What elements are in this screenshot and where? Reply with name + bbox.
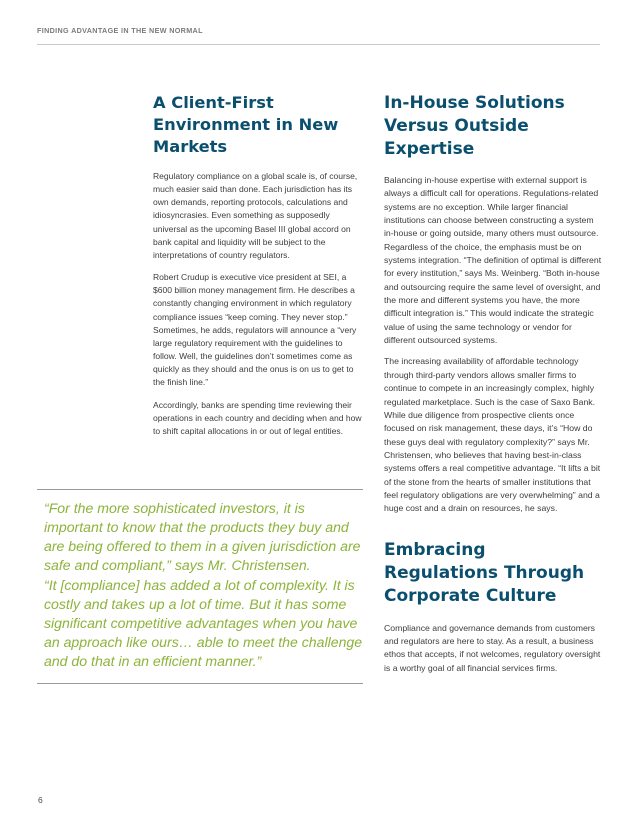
running-header: FINDING ADVANTAGE IN THE NEW NORMAL — [37, 26, 203, 35]
paragraph: Balancing in-house expertise with external support is always a difficult call for operations. Regulations-related systems are no exception. While larger financial institutions can choose between constructing a system in-house or going outside, many others must outsource. Regardless of the choice, the emphasis must be on systems integration. “The definition of optimal is different for every institution,” says Ms. Weinberg. “Both in-house and outsourcing require the same level of oversight, and the more and different systems you have, the more difficult integration is.” This would indicate the strategic value of using the same technology or vendor for different outsourced systems. — [384, 175, 602, 346]
header-divider — [37, 44, 600, 45]
page-number: 6 — [38, 795, 43, 805]
paragraph: Compliance and governance demands from customers and regulators are here to stay. As a result, a business ethos that accepts, if not welcomes, regulatory oversight is a worthy goal of all financial services firms. — [384, 622, 601, 673]
pull-quote: “For the more sophisticated investors, it is important to know that the products they buy and are being offered to them in a given jurisdiction are safe and compliant,” says Mr. Christensen. “It [compliance] has added a lot of complexity. It is costly and takes up a lot of time. But it has some significant competitive advantages when you have an approach like ours… able to meet the challenge and do that in an efficient manner.” — [44, 500, 363, 670]
pull-quote-top-rule — [37, 489, 363, 490]
section-heading-in-house-solutions: In-House Solutions Versus Outside Expertise — [384, 93, 565, 159]
section-heading-client-first: A Client-First Environment in New Markets — [153, 93, 339, 156]
pull-quote-bottom-rule — [37, 683, 363, 684]
left-text-column — [153, 92, 363, 447]
paragraph: Robert Crudup is executive vice president at SEI, a $600 billion money management firm. He describes a constantly changing environment in which regulatory compliance issues “keep coming. They never stop.” Sometimes, he adds, regulators will announce a “very large regulatory requirement with the guidelines to follow. Well, the guidelines don’t sometimes come as quickly as they should and the onus is on us to get to the finish line.” — [153, 272, 357, 388]
paragraph: Accordingly, banks are spending time reviewing their operations in each country and deciding when and how to shift capital allocations in or out of legal entities. — [153, 399, 362, 436]
section-heading-embracing-regulations: Embracing Regulations Through Corporate Culture — [384, 539, 585, 606]
paragraph: The increasing availability of affordable technology through third-party vendors allows smaller firms to continue to compete in an increasingly complex, highly regulated marketplace. Such is the case of Saxo Bank. While due diligence from prospective clients once focused on risk management, these days, it’s “How do these guys deal with regulatory complexity?” says Mr. Christensen, who believes that having best-in-class systems offers a real competitive advantage. “It lifts a bit of the stone from the hearts of smaller institutions that feel regulatory obligations are very overwhelming” and a huge cost and a drain on resources, he says. — [384, 356, 601, 514]
paragraph: Regulatory compliance on a global scale is, of course, much easier said than done. Each jurisdiction has its own demands, reporting protocols, calculations and idiosyncrasies. Even something as supposedly universal as the upcoming Basel III global accord on bank capital and liquidity will be subject to the interpretations of country regulators. — [153, 171, 358, 260]
right-text-column — [384, 92, 602, 683]
